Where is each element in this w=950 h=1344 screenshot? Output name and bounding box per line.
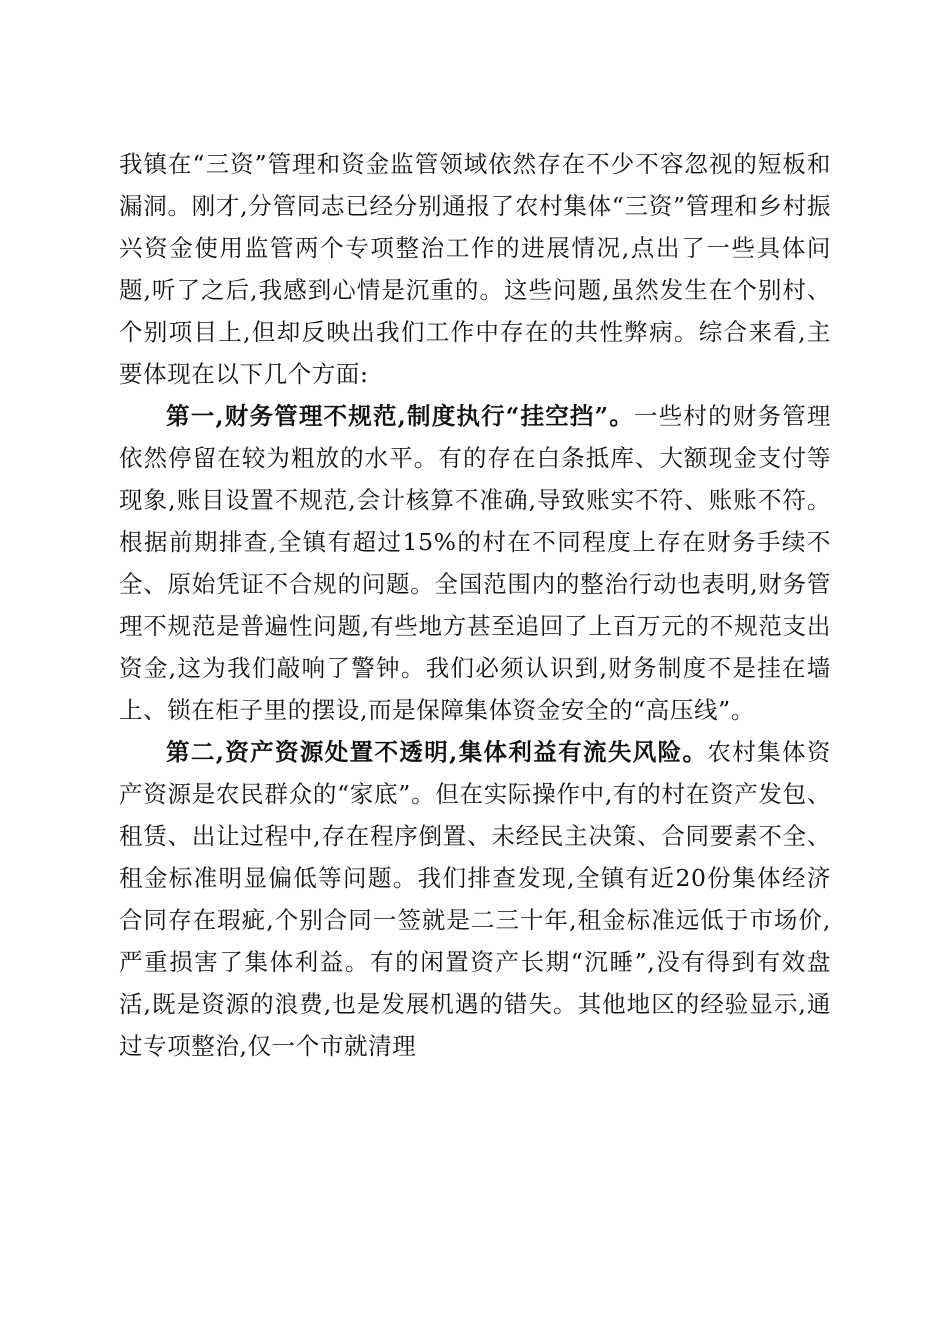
paragraph-text: 农村集体资产资源是农民群众的“家底”。但在实际操作中,有的村在资产发包、租赁、出让过程中,存在程序倒置、未经民主决策、合同要素不全、租金标准明显偏低等问题。我们排查发现,全镇有近20份集体经济合同存在瑕疵,个别合同一签就是二三十年,租金标准远低于市场价,严重损害了集体利益。有的闲置资产长期“沉睡”,没有得到有效盘活,既是资源的浪费,也是发展机遇的错失。其他地区的经验显示,通过专项整治,仅一个市就清理 [119, 738, 831, 1060]
paragraph-first-point [119, 395, 831, 731]
paragraph-heading: 第一,财务管理不规范,制度执行“挂空挡”。 [166, 402, 635, 430]
paragraph-continuation [119, 143, 831, 395]
paragraph-heading: 第二,资产资源处置不透明,集体利益有流失风险。 [166, 738, 708, 766]
paragraph-second-point [119, 731, 831, 1067]
document-body [119, 143, 831, 1067]
paragraph-text: 一些村的财务管理依然停留在较为粗放的水平。有的存在白条抵库、大额现金支付等现象,账目设置不规范,会计核算不准确,导致账实不符、账账不符。根据前期排查,全镇有超过15%的村在不同程度上存在财务手续不全、原始凭证不合规的问题。全国范围内的整治行动也表明,财务管理不规范是普遍性问题,有些地方甚至追回了上百万元的不规范支出资金,这为我们敲响了警钟。我们必须认识到,财务制度不是挂在墙上、锁在柜子里的摆设,而是保障集体资金安全的“高压线”。 [119, 402, 831, 724]
paragraph-text: 我镇在“三资”管理和资金监管领域依然存在不少不容忽视的短板和漏洞。刚才,分管同志已经分别通报了农村集体“三资”管理和乡村振兴资金使用监管两个专项整治工作的进展情况,点出了一些具体问题,听了之后,我感到心情是沉重的。这些问题,虽然发生在个别村、个别项目上,但却反映出我们工作中存在的共性弊病。综合来看,主要体现在以下几个方面: [119, 150, 831, 388]
